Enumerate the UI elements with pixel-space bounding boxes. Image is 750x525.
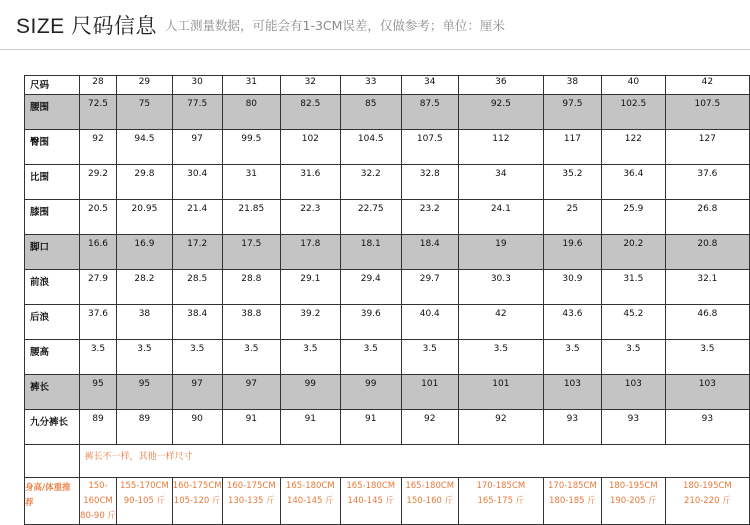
table-cell: 33	[340, 76, 401, 95]
table-cell: 32.2	[340, 165, 401, 200]
table-cell: 101	[401, 375, 458, 410]
recommend-height: 160-175CM	[172, 481, 222, 491]
table-cell: 31	[222, 76, 280, 95]
row-label: 臀围	[25, 130, 80, 165]
table-cell: 30.4	[172, 165, 222, 200]
recommend-cell	[172, 478, 222, 525]
table-cell: 31.6	[280, 165, 340, 200]
recommend-cell	[601, 478, 665, 525]
table-cell: 32.8	[401, 165, 458, 200]
note-text: 裤长不一样，其他一样尺寸	[79, 445, 749, 478]
table-cell: 19.6	[543, 235, 601, 270]
recommend-weight: 210-220 斤	[684, 496, 731, 506]
recommend-height: 170-185CM	[548, 481, 597, 491]
size-table	[24, 75, 750, 525]
table-cell: 45.2	[601, 305, 665, 340]
table-row	[25, 235, 750, 270]
table-cell: 95	[117, 375, 172, 410]
recommend-weight: 140-145 斤	[347, 496, 395, 506]
table-cell: 37.6	[665, 165, 749, 200]
table-cell: 38.4	[172, 305, 222, 340]
recommend-weight: 190-205 斤	[609, 496, 657, 506]
table-cell: 21.4	[172, 200, 222, 235]
table-cell: 3.5	[222, 340, 280, 375]
table-cell: 23.2	[401, 200, 458, 235]
table-cell: 91	[222, 410, 280, 445]
table-row	[25, 76, 750, 95]
table-cell: 3.5	[172, 340, 222, 375]
table-cell: 28.5	[172, 270, 222, 305]
table-cell: 28.2	[117, 270, 172, 305]
table-cell: 107.5	[401, 130, 458, 165]
table-cell: 35.2	[543, 165, 601, 200]
recommend-weight: 140-145 斤	[286, 496, 334, 506]
recommend-weight: 150-160 斤	[406, 496, 454, 506]
recommend-height: 165-180CM	[285, 481, 335, 491]
row-label: 腰高	[25, 340, 80, 375]
table-cell: 94.5	[117, 130, 172, 165]
recommend-weight: 80-90 斤	[80, 511, 116, 521]
recommend-cell	[79, 478, 117, 525]
recommend-label: 身高/体重推荐	[25, 478, 80, 525]
table-cell: 89	[117, 410, 172, 445]
table-cell: 97	[222, 375, 280, 410]
note-row	[25, 445, 750, 478]
page-subtitle: 人工测量数据，可能会有1-3CM误差，仅做参考；单位：厘米	[165, 18, 505, 33]
table-cell: 95	[79, 375, 117, 410]
table-cell: 36	[458, 76, 543, 95]
table-cell: 82.5	[280, 95, 340, 130]
table-cell: 28.8	[222, 270, 280, 305]
recommend-height: 150-160CM	[83, 481, 113, 506]
recommend-weight: 165-175 斤	[477, 496, 525, 506]
table-cell: 20.2	[601, 235, 665, 270]
recommend-cell	[458, 478, 543, 525]
table-cell: 42	[665, 76, 749, 95]
table-cell: 103	[665, 375, 749, 410]
recommend-weight: 105-120 斤	[173, 496, 221, 506]
table-cell: 20.8	[665, 235, 749, 270]
table-cell: 99	[340, 375, 401, 410]
table-cell: 34	[458, 165, 543, 200]
table-cell: 93	[665, 410, 749, 445]
recommend-height: 180-195CM	[608, 481, 658, 491]
table-cell: 90	[172, 410, 222, 445]
table-cell: 40	[601, 76, 665, 95]
table-cell: 18.4	[401, 235, 458, 270]
table-cell: 38.8	[222, 305, 280, 340]
table-cell: 91	[280, 410, 340, 445]
table-cell: 127	[665, 130, 749, 165]
table-cell: 34	[401, 76, 458, 95]
table-cell: 3.5	[401, 340, 458, 375]
table-cell: 25.9	[601, 200, 665, 235]
header-divider	[0, 49, 750, 50]
table-cell: 80	[222, 95, 280, 130]
table-cell: 26.8	[665, 200, 749, 235]
recommend-weight: 90-105 斤	[123, 496, 166, 506]
row-label: 后浪	[25, 305, 80, 340]
table-cell: 107.5	[665, 95, 749, 130]
recommend-cell	[665, 478, 749, 525]
recommend-row	[25, 478, 750, 525]
row-label: 裤长	[25, 375, 80, 410]
row-label: 脚口	[25, 235, 80, 270]
table-cell: 37.6	[79, 305, 117, 340]
row-label: 腰围	[25, 95, 80, 130]
table-cell: 24.1	[458, 200, 543, 235]
table-cell: 93	[543, 410, 601, 445]
row-label: 膝围	[25, 200, 80, 235]
recommend-weight: 180-185 斤	[549, 496, 596, 506]
table-cell: 32	[280, 76, 340, 95]
row-label: 前浪	[25, 270, 80, 305]
table-cell: 92	[79, 130, 117, 165]
table-cell: 3.5	[665, 340, 749, 375]
table-cell: 30.9	[543, 270, 601, 305]
table-cell: 18.1	[340, 235, 401, 270]
table-cell: 31.5	[601, 270, 665, 305]
table-cell: 117	[543, 130, 601, 165]
row-label: 比围	[25, 165, 80, 200]
table-cell: 3.5	[543, 340, 601, 375]
table-cell: 38	[117, 305, 172, 340]
recommend-height: 170-185CM	[476, 481, 526, 491]
table-cell: 30.3	[458, 270, 543, 305]
table-cell: 42	[458, 305, 543, 340]
table-cell: 25	[543, 200, 601, 235]
table-cell: 16.9	[117, 235, 172, 270]
table-cell: 3.5	[117, 340, 172, 375]
table-cell: 20.95	[117, 200, 172, 235]
table-cell: 29.7	[401, 270, 458, 305]
table-cell: 39.2	[280, 305, 340, 340]
table-cell: 22.75	[340, 200, 401, 235]
table-cell: 40.4	[401, 305, 458, 340]
table-cell: 39.6	[340, 305, 401, 340]
recommend-cell	[222, 478, 280, 525]
table-cell: 29.8	[117, 165, 172, 200]
table-cell: 85	[340, 95, 401, 130]
table-cell: 22.3	[280, 200, 340, 235]
table-cell: 99	[280, 375, 340, 410]
table-cell: 32.1	[665, 270, 749, 305]
table-cell: 102	[280, 130, 340, 165]
size-table-body	[25, 76, 750, 525]
recommend-cell	[543, 478, 601, 525]
table-cell: 17.5	[222, 235, 280, 270]
table-cell: 31	[222, 165, 280, 200]
note-spacer	[25, 445, 80, 478]
table-cell: 122	[601, 130, 665, 165]
table-row	[25, 130, 750, 165]
page-header	[0, 0, 750, 50]
recommend-weight: 130-135 斤	[227, 496, 275, 506]
recommend-height: 155-170CM	[120, 481, 169, 491]
table-cell: 29	[117, 76, 172, 95]
table-cell: 16.6	[79, 235, 117, 270]
table-cell: 99.5	[222, 130, 280, 165]
table-cell: 103	[601, 375, 665, 410]
table-cell: 36.4	[601, 165, 665, 200]
recommend-height: 165-180CM	[346, 481, 396, 491]
recommend-height: 165-180CM	[405, 481, 455, 491]
table-row	[25, 305, 750, 340]
recommend-height: 180-195CM	[682, 481, 732, 491]
table-cell: 19	[458, 235, 543, 270]
table-cell: 3.5	[79, 340, 117, 375]
row-label: 尺码	[25, 76, 80, 95]
table-cell: 29.4	[340, 270, 401, 305]
table-cell: 17.2	[172, 235, 222, 270]
table-cell: 97	[172, 375, 222, 410]
table-cell: 3.5	[458, 340, 543, 375]
recommend-cell	[117, 478, 172, 525]
table-cell: 92	[401, 410, 458, 445]
table-row	[25, 95, 750, 130]
recommend-cell	[340, 478, 401, 525]
table-cell: 77.5	[172, 95, 222, 130]
table-row	[25, 270, 750, 305]
table-cell: 101	[458, 375, 543, 410]
table-cell: 38	[543, 76, 601, 95]
table-cell: 29.1	[280, 270, 340, 305]
table-cell: 97	[172, 130, 222, 165]
table-cell: 27.9	[79, 270, 117, 305]
table-cell: 92	[458, 410, 543, 445]
table-cell: 46.8	[665, 305, 749, 340]
recommend-height: 160-175CM	[226, 481, 276, 491]
table-cell: 3.5	[340, 340, 401, 375]
table-cell: 92.5	[458, 95, 543, 130]
table-cell: 28	[79, 76, 117, 95]
table-row	[25, 165, 750, 200]
table-row	[25, 200, 750, 235]
table-cell: 112	[458, 130, 543, 165]
table-cell: 102.5	[601, 95, 665, 130]
recommend-cell	[401, 478, 458, 525]
table-row	[25, 340, 750, 375]
page-title: SIZE 尺码信息	[16, 15, 158, 38]
table-cell: 97.5	[543, 95, 601, 130]
table-cell: 43.6	[543, 305, 601, 340]
table-cell: 103	[543, 375, 601, 410]
table-cell: 17.8	[280, 235, 340, 270]
table-cell: 72.5	[79, 95, 117, 130]
table-cell: 29.2	[79, 165, 117, 200]
table-cell: 91	[340, 410, 401, 445]
table-cell: 30	[172, 76, 222, 95]
table-cell: 89	[79, 410, 117, 445]
table-row	[25, 375, 750, 410]
table-cell: 20.5	[79, 200, 117, 235]
table-cell: 87.5	[401, 95, 458, 130]
table-cell: 75	[117, 95, 172, 130]
recommend-cell	[280, 478, 340, 525]
row-label: 九分裤长	[25, 410, 80, 445]
table-row	[25, 410, 750, 445]
table-cell: 21.85	[222, 200, 280, 235]
table-cell: 3.5	[601, 340, 665, 375]
table-cell: 93	[601, 410, 665, 445]
table-cell: 3.5	[280, 340, 340, 375]
table-cell: 104.5	[340, 130, 401, 165]
